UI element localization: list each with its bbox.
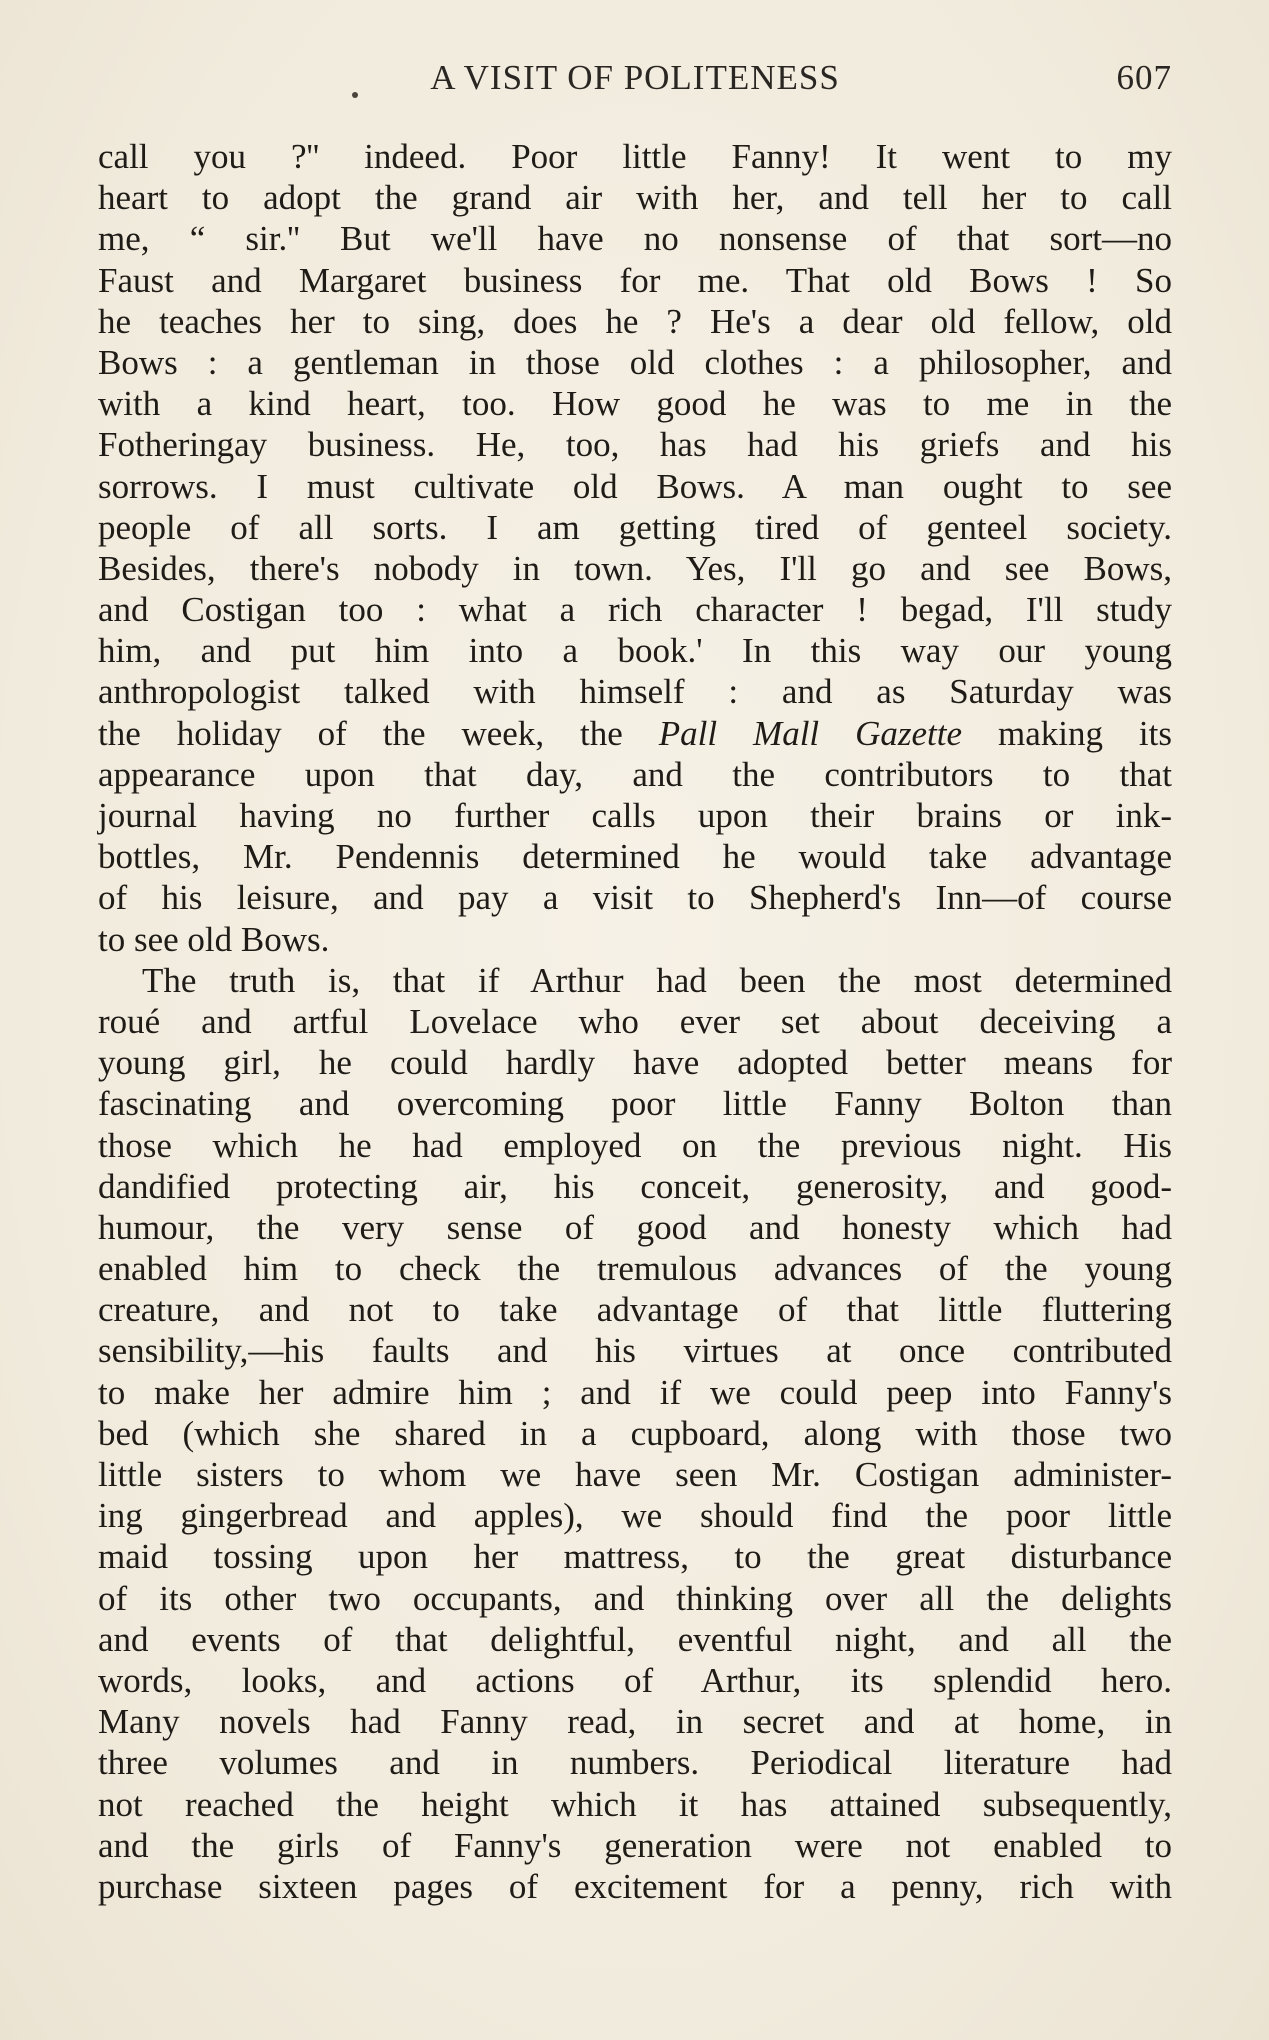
- text-line: fascinating and overcoming poor little Fanny Bolton than: [98, 1084, 1172, 1124]
- text-line: three volumes and in numbers. Periodical literature had: [98, 1743, 1172, 1783]
- text-line: and events of that delightful, eventful night, and all the: [98, 1619, 1172, 1659]
- text-line: bed (which she shared in a cupboard, along with those two: [98, 1413, 1172, 1453]
- text-segment: the holiday of the week, the: [98, 713, 659, 753]
- text-line: anthropologist talked with himself : and as Saturday was: [98, 672, 1172, 712]
- text-line: creature, and not to take advantage of that little fluttering: [98, 1290, 1172, 1330]
- body-text: [98, 136, 1172, 1907]
- text-line: Faust and Margaret business for me. That old Bows ! So: [98, 260, 1172, 300]
- text-line: young girl, he could hardly have adopted better means for: [98, 1043, 1172, 1083]
- text-line: dandified protecting air, his conceit, generosity, and good-: [98, 1166, 1172, 1206]
- text-line: Fotheringay business. He, too, has had his griefs and his: [98, 425, 1172, 465]
- text-line: journal having no further calls upon their brains or ink-: [98, 796, 1172, 835]
- text-line: little sisters to whom we have seen Mr. Costigan administer-: [98, 1455, 1172, 1494]
- page-number: 607: [1116, 58, 1172, 97]
- text-line: The truth is, that if Arthur had been the most determined: [142, 960, 1172, 1000]
- text-line: appearance upon that day, and the contributors to that: [98, 754, 1172, 794]
- text-line: Bows : a gentleman in those old clothes : a philosopher, and: [98, 342, 1172, 382]
- text-line: sorrows. I must cultivate old Bows. A man ought to see: [98, 466, 1172, 506]
- text-line: to make her admire him ; and if we could peep into Fanny's: [98, 1372, 1172, 1412]
- text-segment: making its: [962, 713, 1172, 753]
- text-line: to see old Bows.: [98, 919, 330, 959]
- text-line: him, and put him into a book.' In this way our young: [98, 631, 1172, 671]
- text-line: humour, the very sense of good and honesty which had: [98, 1207, 1172, 1247]
- italic-title: Pall Mall Gazette: [658, 713, 963, 753]
- running-head: [98, 58, 1172, 106]
- text-line: with a kind heart, too. How good he was to me in the: [98, 384, 1172, 424]
- text-line: people of all sorts. I am getting tired of genteel society.: [98, 507, 1172, 547]
- text-line: call you ?'' indeed. Poor little Fanny! It went to my: [98, 137, 1172, 176]
- text-line: ing gingerbread and apples), we should find the poor little: [98, 1496, 1172, 1536]
- text-line: heart to adopt the grand air with her, and tell her to call: [98, 178, 1172, 218]
- text-line: and the girls of Fanny's generation were not enabled to: [98, 1825, 1172, 1865]
- running-title: A VISIT OF POLITENESS: [430, 58, 840, 97]
- text-line: purchase sixteen pages of excitement for a penny, rich with: [98, 1866, 1172, 1906]
- text-line: of his leisure, and pay a visit to Shepherd's Inn—of course: [98, 878, 1172, 918]
- text-line: those which he had employed on the previous night. His: [98, 1125, 1172, 1165]
- text-line: roué and artful Lovelace who ever set about deceiving a: [98, 1001, 1172, 1041]
- text-line: me, “ sir.'' But we'll have no nonsense of that sort—no: [98, 219, 1172, 259]
- ink-speck: [352, 92, 358, 98]
- text-line: [98, 713, 1172, 754]
- text-line: sensibility,—his faults and his virtues at once contributed: [98, 1331, 1172, 1371]
- text-line: Besides, there's nobody in town. Yes, I'll go and see Bows,: [98, 548, 1172, 588]
- text-line: he teaches her to sing, does he ? He's a dear old fellow, old: [98, 301, 1172, 341]
- text-line: bottles, Mr. Pendennis determined he would take advantage: [98, 837, 1172, 877]
- text-line: enabled him to check the tremulous advances of the young: [98, 1249, 1172, 1289]
- text-line: and Costigan too : what a rich character ! begad, I'll study: [98, 590, 1172, 630]
- text-line: maid tossing upon her mattress, to the great disturbance: [98, 1537, 1172, 1577]
- text-line: Many novels had Fanny read, in secret and at home, in: [98, 1702, 1172, 1742]
- text-line: not reached the height which it has attained subsequently,: [98, 1784, 1172, 1824]
- text-line: words, looks, and actions of Arthur, its splendid hero.: [98, 1660, 1172, 1700]
- text-line: of its other two occupants, and thinking over all the delights: [98, 1578, 1172, 1618]
